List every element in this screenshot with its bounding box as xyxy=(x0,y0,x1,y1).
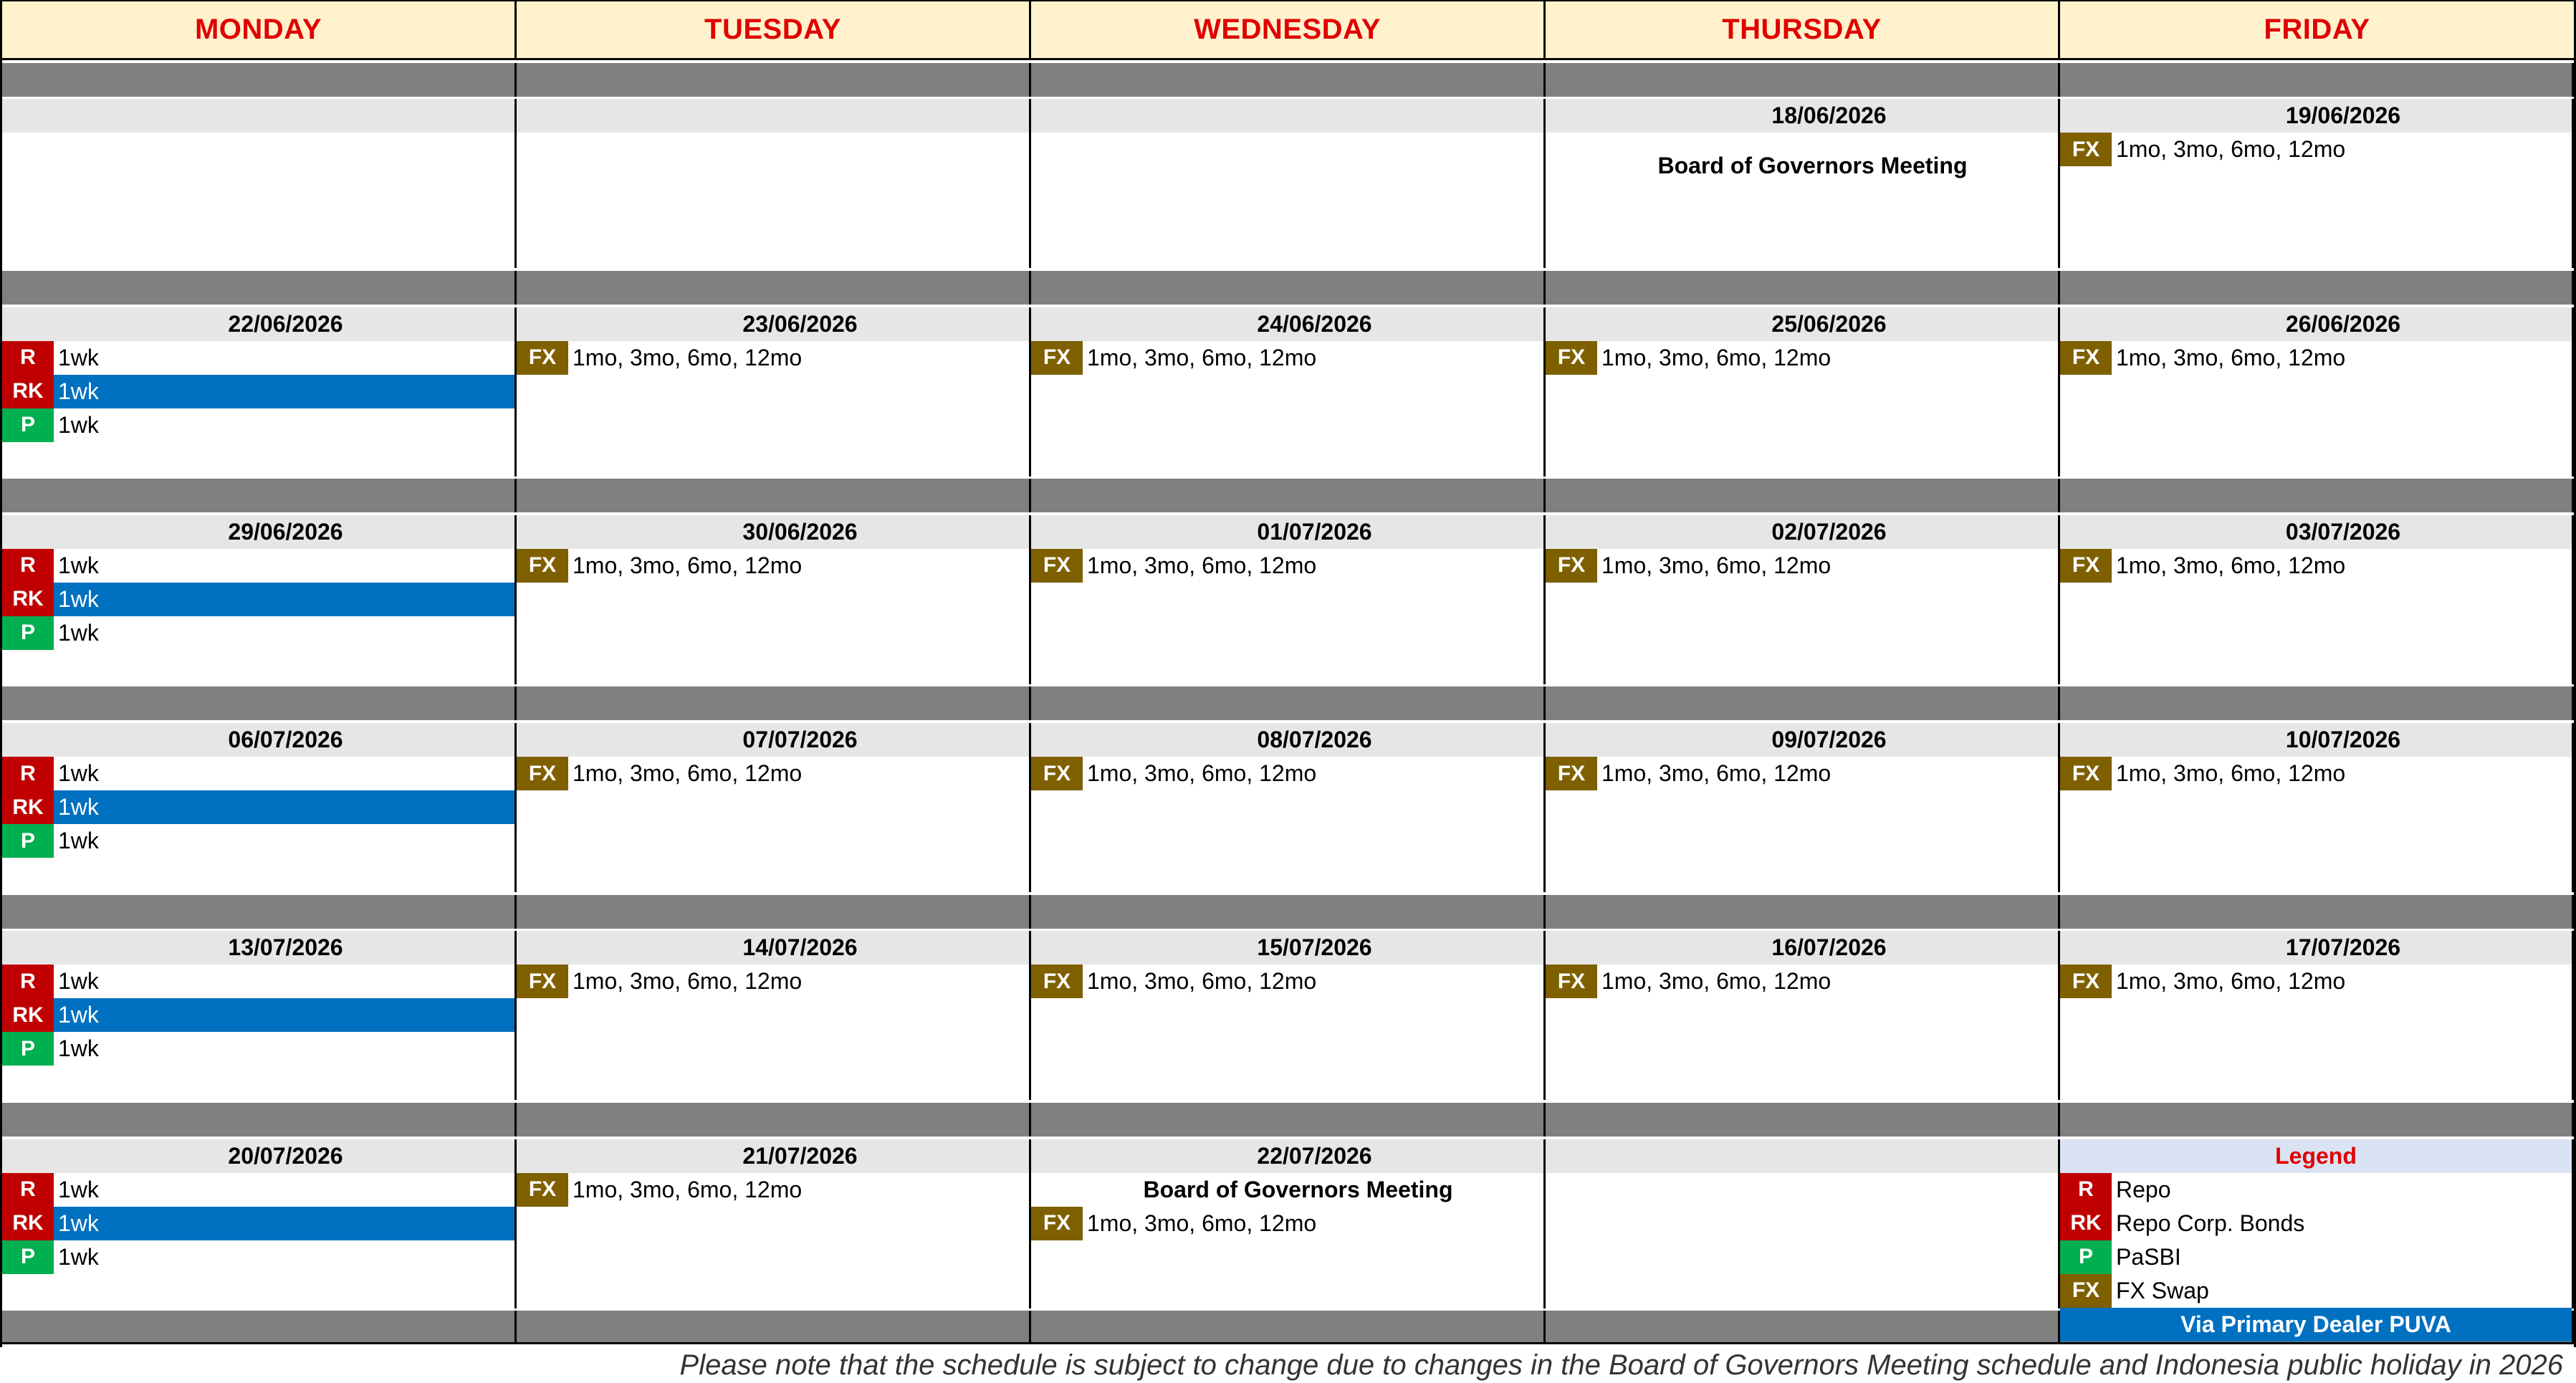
week-separator xyxy=(2,271,517,305)
tenor: 1wk xyxy=(58,411,99,438)
fx-tag: FX xyxy=(2060,965,2112,998)
fx-line xyxy=(517,549,1029,583)
repo-tag: R xyxy=(2,1173,54,1207)
day-cell xyxy=(1031,307,1546,477)
fx-line xyxy=(1031,1207,1543,1240)
week-separator xyxy=(1031,271,1546,305)
fx-line xyxy=(2060,133,2572,166)
header-thursday: THURSDAY xyxy=(1546,1,2060,60)
date-label: 29/06/2026 xyxy=(2,515,514,549)
week-separator xyxy=(1546,479,2060,512)
repo-line xyxy=(2,341,514,375)
date-label: 16/07/2026 xyxy=(1546,931,2058,965)
fx-tenors: 1mo, 3mo, 6mo, 12mo xyxy=(1601,760,1832,787)
tenor: 1wk xyxy=(58,828,99,854)
fx-tag: FX xyxy=(517,965,568,998)
date-bar xyxy=(517,99,1029,133)
repo-corp-line xyxy=(2,375,514,408)
pasbi-tag: P xyxy=(2,1032,54,1066)
tenor: 1wk xyxy=(58,619,99,646)
week-separator xyxy=(517,271,1031,305)
day-cell xyxy=(1546,931,2060,1100)
pasbi-tag: P xyxy=(2,616,54,650)
fx-tenors: 1mo, 3mo, 6mo, 12mo xyxy=(573,968,803,995)
fx-tenors: 1mo, 3mo, 6mo, 12mo xyxy=(1087,968,1317,995)
date-label: 01/07/2026 xyxy=(1031,515,1543,549)
day-cell xyxy=(1546,307,2060,477)
fx-tag: FX xyxy=(1546,757,1597,790)
tenor: 1wk xyxy=(58,1002,99,1028)
week-separator xyxy=(1031,63,1546,97)
day-cell-empty xyxy=(1546,1139,2060,1308)
repo-corp-line xyxy=(2,1207,514,1240)
week-separator xyxy=(2060,63,2574,97)
repo-corp-line xyxy=(2,583,514,616)
fx-tenors: 1mo, 3mo, 6mo, 12mo xyxy=(573,552,803,578)
fx-line xyxy=(2060,549,2572,583)
fx-tag: FX xyxy=(2060,133,2112,166)
day-cell xyxy=(2060,931,2574,1100)
date-label: 20/07/2026 xyxy=(2,1139,514,1173)
date-label: 30/06/2026 xyxy=(517,515,1029,549)
day-cell xyxy=(517,515,1031,684)
legend-item xyxy=(2060,1240,2572,1274)
fx-tenors: 1mo, 3mo, 6mo, 12mo xyxy=(2116,760,2346,787)
pasbi-tag: P xyxy=(2,824,54,858)
date-label: 25/06/2026 xyxy=(1546,307,2058,341)
week-separator xyxy=(2,1103,517,1136)
fx-line xyxy=(517,1173,1029,1207)
pasbi-line xyxy=(2,408,514,442)
pasbi-tag: P xyxy=(2060,1240,2112,1274)
week-separator xyxy=(2,479,517,512)
fx-line xyxy=(2060,341,2572,375)
week-separator xyxy=(1031,895,1546,929)
repo-corp-tag: RK xyxy=(2060,1207,2112,1240)
fx-line xyxy=(517,341,1029,375)
day-cell xyxy=(2060,723,2574,892)
header-tuesday: TUESDAY xyxy=(517,1,1031,60)
repo-line xyxy=(2,965,514,998)
day-cell-empty xyxy=(2,99,517,268)
fx-tenors: 1mo, 3mo, 6mo, 12mo xyxy=(1087,1210,1317,1236)
week-separator xyxy=(517,479,1031,512)
repo-tag: R xyxy=(2,549,54,583)
fx-line xyxy=(517,965,1029,998)
fx-tag: FX xyxy=(517,341,568,375)
fx-tenors: 1mo, 3mo, 6mo, 12mo xyxy=(2116,968,2346,995)
date-label: 26/06/2026 xyxy=(2060,307,2572,341)
date-label: 03/07/2026 xyxy=(2060,515,2572,549)
fx-tag: FX xyxy=(2060,341,2112,375)
legend-item xyxy=(2060,1207,2572,1240)
legend-item xyxy=(2060,1173,2572,1207)
fx-line xyxy=(1546,965,2058,998)
day-cell xyxy=(2,307,517,477)
repo-corp-tag: RK xyxy=(2,998,54,1032)
day-cell xyxy=(2060,515,2574,684)
pasbi-tag: P xyxy=(2,1240,54,1274)
date-label: 07/07/2026 xyxy=(517,723,1029,757)
tenor: 1wk xyxy=(58,1210,99,1236)
fx-tag: FX xyxy=(1031,1207,1083,1240)
date-label: 06/07/2026 xyxy=(2,723,514,757)
day-cell xyxy=(1546,723,2060,892)
fx-tenors: 1mo, 3mo, 6mo, 12mo xyxy=(2116,136,2346,163)
fx-tenors: 1mo, 3mo, 6mo, 12mo xyxy=(1087,760,1317,787)
fx-tag: FX xyxy=(2060,1274,2112,1308)
repo-tag: R xyxy=(2,341,54,375)
date-label: 14/07/2026 xyxy=(517,931,1029,965)
week-separator xyxy=(2,1311,517,1344)
week-separator xyxy=(2,686,517,720)
tenor: 1wk xyxy=(58,1243,99,1270)
day-cell xyxy=(1031,515,1546,684)
fx-tenors: 1mo, 3mo, 6mo, 12mo xyxy=(2116,344,2346,370)
fx-tag: FX xyxy=(517,549,568,583)
legend-label: PaSBI xyxy=(2116,1243,2181,1270)
repo-tag: R xyxy=(2,965,54,998)
repo-line xyxy=(2,549,514,583)
date-label: 19/06/2026 xyxy=(2060,99,2572,133)
week-separator xyxy=(1031,686,1546,720)
day-cell xyxy=(517,1139,1031,1308)
fx-tenors: 1mo, 3mo, 6mo, 12mo xyxy=(2116,552,2346,578)
fx-line xyxy=(2060,965,2572,998)
repo-corp-tag: RK xyxy=(2,583,54,616)
footnote: Please note that the schedule is subject to change due to changes in the Board of Governors Meeting schedule and Indonesia public holiday in 2026 xyxy=(679,1349,2563,1381)
day-cell xyxy=(2060,99,2574,268)
week-separator xyxy=(2060,686,2574,720)
pasbi-line xyxy=(2,616,514,650)
week-separator xyxy=(1546,1103,2060,1136)
legend-label: Repo Corp. Bonds xyxy=(2116,1210,2305,1236)
week-separator xyxy=(1546,63,2060,97)
pasbi-line xyxy=(2,1032,514,1066)
fx-line xyxy=(1031,757,1543,790)
repo-tag: R xyxy=(2,757,54,790)
day-cell xyxy=(517,931,1031,1100)
pasbi-line xyxy=(2,824,514,858)
event-label: Board of Governors Meeting xyxy=(1143,1176,1453,1202)
tenor: 1wk xyxy=(58,968,99,995)
day-cell xyxy=(1031,723,1546,892)
week-separator xyxy=(2,63,517,97)
legend-title: Legend xyxy=(2060,1139,2572,1173)
fx-tag: FX xyxy=(1031,549,1083,583)
date-label: 23/06/2026 xyxy=(517,307,1029,341)
repo-corp-line xyxy=(2,998,514,1032)
fx-tag: FX xyxy=(1546,341,1597,375)
day-cell xyxy=(2,723,517,892)
tenor: 1wk xyxy=(58,378,99,404)
repo-corp-tag: RK xyxy=(2,1207,54,1240)
date-label: 09/07/2026 xyxy=(1546,723,2058,757)
week-separator xyxy=(2060,271,2574,305)
fx-line xyxy=(1546,549,2058,583)
day-cell xyxy=(2060,307,2574,477)
day-cell-empty xyxy=(1031,99,1546,268)
week-separator xyxy=(1546,686,2060,720)
day-cell xyxy=(1031,931,1546,1100)
tenor: 1wk xyxy=(58,1035,99,1062)
week-separator xyxy=(517,1103,1031,1136)
day-cell xyxy=(2,931,517,1100)
fx-tag: FX xyxy=(1031,757,1083,790)
day-cell-empty xyxy=(517,99,1031,268)
fx-tenors: 1mo, 3mo, 6mo, 12mo xyxy=(1601,552,1832,578)
date-label: 10/07/2026 xyxy=(2060,723,2572,757)
fx-tenors: 1mo, 3mo, 6mo, 12mo xyxy=(1601,968,1832,995)
repo-tag: R xyxy=(2060,1173,2112,1207)
tenor: 1wk xyxy=(58,585,99,612)
fx-line xyxy=(1031,549,1543,583)
week-separator xyxy=(1031,1311,1546,1344)
week-separator xyxy=(517,686,1031,720)
date-label: 21/07/2026 xyxy=(517,1139,1029,1173)
date-label: 02/07/2026 xyxy=(1546,515,2058,549)
week-separator xyxy=(1546,271,2060,305)
repo-corp-line xyxy=(2,790,514,824)
fx-line xyxy=(1546,757,2058,790)
legend-label: Repo xyxy=(2116,1176,2171,1202)
fx-tag: FX xyxy=(1546,965,1597,998)
fx-tenors: 1mo, 3mo, 6mo, 12mo xyxy=(1087,552,1317,578)
repo-corp-tag: RK xyxy=(2,375,54,408)
week-separator xyxy=(517,63,1031,97)
pasbi-line xyxy=(2,1240,514,1274)
pasbi-tag: P xyxy=(2,408,54,442)
fx-line xyxy=(517,757,1029,790)
week-separator xyxy=(1031,1103,1546,1136)
repo-corp-tag: RK xyxy=(2,790,54,824)
repo-line xyxy=(2,1173,514,1207)
fx-tenors: 1mo, 3mo, 6mo, 12mo xyxy=(1601,344,1832,370)
date-label: 18/06/2026 xyxy=(1546,99,2058,133)
legend xyxy=(2060,1139,2574,1337)
fx-tenors: 1mo, 3mo, 6mo, 12mo xyxy=(573,344,803,370)
day-cell xyxy=(1546,99,2060,268)
fx-tag: FX xyxy=(517,757,568,790)
fx-tenors: 1mo, 3mo, 6mo, 12mo xyxy=(573,1176,803,1202)
header-monday: MONDAY xyxy=(2,1,517,60)
date-label: 22/06/2026 xyxy=(2,307,514,341)
fx-line xyxy=(2060,757,2572,790)
fx-line xyxy=(1546,341,2058,375)
tenor: 1wk xyxy=(58,760,99,787)
fx-tag: FX xyxy=(2060,757,2112,790)
date-bar xyxy=(1031,99,1543,133)
tenor: 1wk xyxy=(58,344,99,370)
day-cell xyxy=(517,307,1031,477)
date-label: 24/06/2026 xyxy=(1031,307,1543,341)
event-label: Board of Governors Meeting xyxy=(1657,153,1968,179)
week-separator xyxy=(517,1311,1031,1344)
fx-line xyxy=(1031,965,1543,998)
week-separator xyxy=(517,895,1031,929)
legend-label: FX Swap xyxy=(2116,1277,2209,1303)
week-separator xyxy=(2060,1103,2574,1136)
day-cell xyxy=(1546,515,2060,684)
legend-item xyxy=(2060,1274,2572,1308)
date-label: 15/07/2026 xyxy=(1031,931,1543,965)
tenor: 1wk xyxy=(58,552,99,578)
date-label: 17/07/2026 xyxy=(2060,931,2572,965)
legend-via-note: Via Primary Dealer PUVA xyxy=(2060,1308,2572,1341)
date-label: 22/07/2026 xyxy=(1031,1139,1543,1173)
day-cell xyxy=(517,723,1031,892)
day-cell xyxy=(2,1139,517,1308)
header-wednesday: WEDNESDAY xyxy=(1031,1,1546,60)
week-separator xyxy=(1031,479,1546,512)
day-cell xyxy=(2,515,517,684)
date-bar xyxy=(1546,1139,2058,1173)
tenor: 1wk xyxy=(58,1176,99,1202)
fx-tenors: 1mo, 3mo, 6mo, 12mo xyxy=(573,760,803,787)
fx-line xyxy=(1031,341,1543,375)
week-separator xyxy=(2060,895,2574,929)
fx-tag: FX xyxy=(2060,549,2112,583)
repo-line xyxy=(2,757,514,790)
week-separator xyxy=(2,895,517,929)
week-separator xyxy=(1546,895,2060,929)
date-label: 08/07/2026 xyxy=(1031,723,1543,757)
fx-tag: FX xyxy=(1031,965,1083,998)
date-label: 13/07/2026 xyxy=(2,931,514,965)
tenor: 1wk xyxy=(58,794,99,820)
day-cell xyxy=(1031,1139,1546,1308)
fx-tag: FX xyxy=(1031,341,1083,375)
date-bar xyxy=(2,99,514,133)
header-friday: FRIDAY xyxy=(2060,1,2574,60)
week-separator xyxy=(1546,1311,2060,1344)
fx-tag: FX xyxy=(517,1173,568,1207)
fx-tag: FX xyxy=(1546,549,1597,583)
fx-tenors: 1mo, 3mo, 6mo, 12mo xyxy=(1087,344,1317,370)
week-separator xyxy=(2060,479,2574,512)
